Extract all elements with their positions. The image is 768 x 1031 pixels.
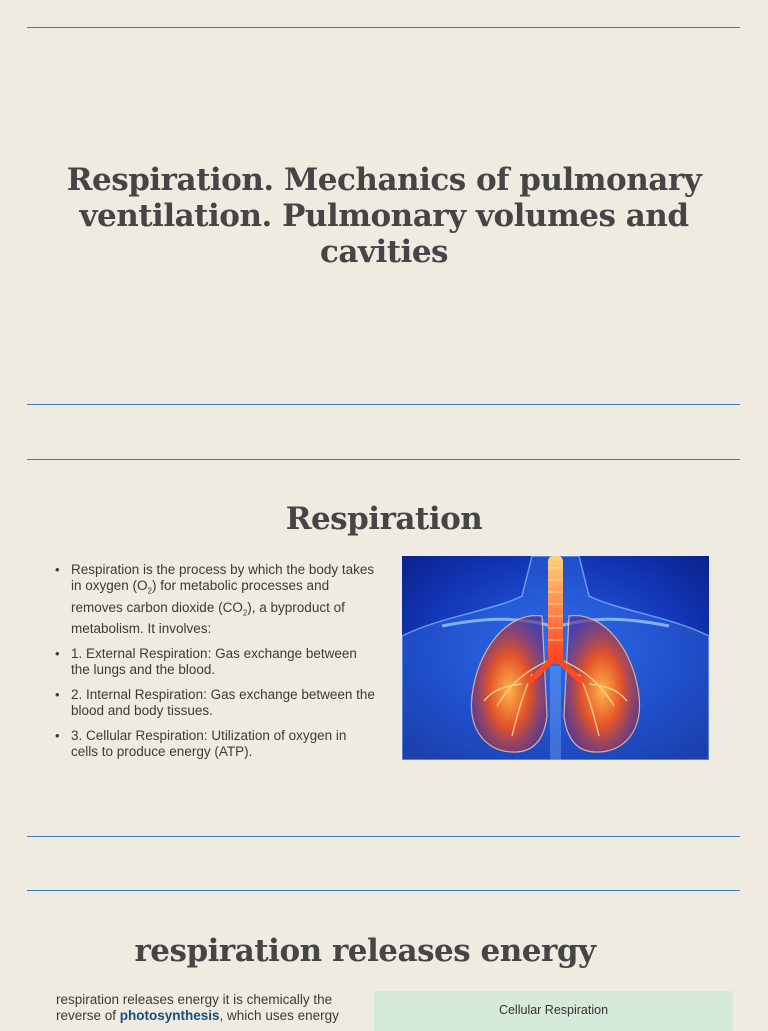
divider-line	[27, 890, 740, 891]
list-item: • 3. Cellular Respiration: Utilization of oxygen in cells to produce energy (ATP).	[55, 728, 347, 760]
bullet-icon: •	[55, 646, 60, 662]
panel-label: Cellular Respiration	[498, 1003, 609, 1017]
divider-line	[27, 404, 740, 405]
divider-line	[27, 836, 740, 837]
divider-line	[27, 27, 740, 28]
bullet-icon: •	[55, 562, 60, 577]
lungs-illustration	[402, 556, 709, 760]
list-item: • 1. External Respiration: Gas exchange between the lungs and the blood.	[55, 646, 357, 678]
divider-line	[27, 459, 740, 460]
body-paragraph: respiration releases energy it is chemically the reverse of photosynthesis, which uses energy	[56, 992, 339, 1023]
list-item: • 2. Internal Respiration: Gas exchange between the blood and body tissues.	[55, 687, 375, 719]
list-item: • Respiration is the process by which the body takes in oxygen $(O_2)$ for metabolic processes and removes carbon dioxide $(CO_2)$, a byproduct of metabolism. It involves:	[55, 562, 375, 637]
bullet-icon: •	[55, 687, 60, 703]
cellular-respiration-panel	[374, 991, 733, 1031]
slide-title: respiration releases energy	[134, 933, 596, 969]
slide-title: Respiration. Mechanics of pulmonary ventilation. Pulmonary volumes and cavities	[66, 162, 702, 270]
bullet-icon: •	[55, 728, 60, 744]
slide-title: Respiration	[285, 501, 483, 537]
photosynthesis-link[interactable]: photosynthesis	[119, 1008, 220, 1023]
bullet-list	[55, 562, 375, 769]
